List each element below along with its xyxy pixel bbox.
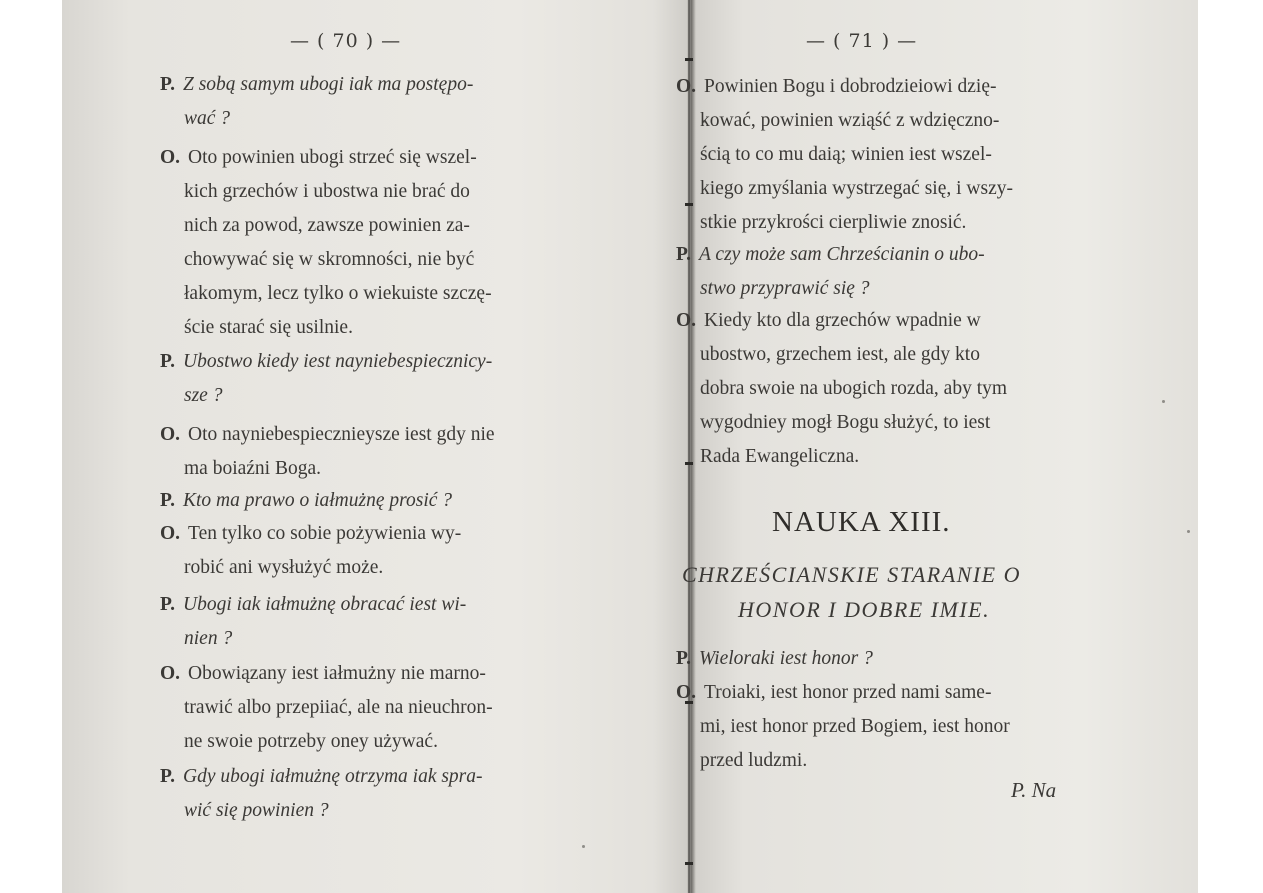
answer-block: O. Powinien Bogu i dobrodzieiowi dzię- kować, powinien wziąść z wdzięczno- ścią to co mu daią; winien iest wszel- kiego zmyślania wystrzegać się, i wszy- stkie przykrości cierpliwie znosić. <box>676 76 1013 233</box>
question-block: P. Ubostwo kiedy iest nayniebespiecznicy- sze ? <box>160 351 493 406</box>
question-block: P. Ubogi iak iałmużnę obracać iest wi- nien ? <box>160 594 467 649</box>
page-number: — ( 71 ) — <box>806 30 918 52</box>
catchword: P. Na <box>1011 778 1057 802</box>
section-subtitle-line: CHRZEŚCIANSKIE STARANIE O <box>682 562 1021 587</box>
question-block: P. Z sobą samym ubogi iak ma postępo- wać ? <box>160 74 474 129</box>
question-block: P. Gdy ubogi iałmużnę otrzyma iak spra- wić się powinien ? <box>160 766 483 821</box>
answer-block: O. Obowiązany iest iałmużny nie marno- trawić albo przepiiać, ale na nieuchron- ne swoie potrzeby oney używać. <box>160 663 493 752</box>
page-number: — ( 70 ) — <box>290 30 402 52</box>
question-block: P. Wieloraki iest honor ? <box>676 648 873 669</box>
question-block: P. Kto ma prawo o iałmużnę prosić ? <box>160 490 453 511</box>
section-title: NAUKA XIII. <box>772 506 951 538</box>
answer-block: O. Oto nayniebespiecznieysze iest gdy nie ma boiaźni Boga. <box>160 424 495 479</box>
right-page <box>676 0 1096 893</box>
section-subtitle-line: HONOR I DOBRE IMIE. <box>738 597 991 622</box>
answer-block: O. Oto powinien ubogi strzeć się wszel- kich grzechów i ubostwa nie brać do nich za powod, zawsze powinien za- chowywać się w skromności, nie być łakomym, lecz tylko o wiekuiste szczę- ście starać się usilnie. <box>160 147 492 338</box>
answer-block: O. Troiaki, iest honor przed nami same- mi, iest honor przed Bogiem, iest honor przed ludzmi. <box>676 682 1010 771</box>
answer-block: O. Ten tylko co sobie pożywienia wy- robić ani wysłużyć może. <box>160 523 462 578</box>
left-page <box>160 0 600 893</box>
question-block: P. A czy może sam Chrześcianin o ubo- stwo przyprawić się ? <box>676 244 985 299</box>
answer-block: O. Kiedy kto dla grzechów wpadnie w ubostwo, grzechem iest, ale gdy kto dobra swoie na ubogich rozda, aby tym wygodniey mogł Bogu służyć, to iest Rada Ewangeliczna. <box>676 310 1008 467</box>
